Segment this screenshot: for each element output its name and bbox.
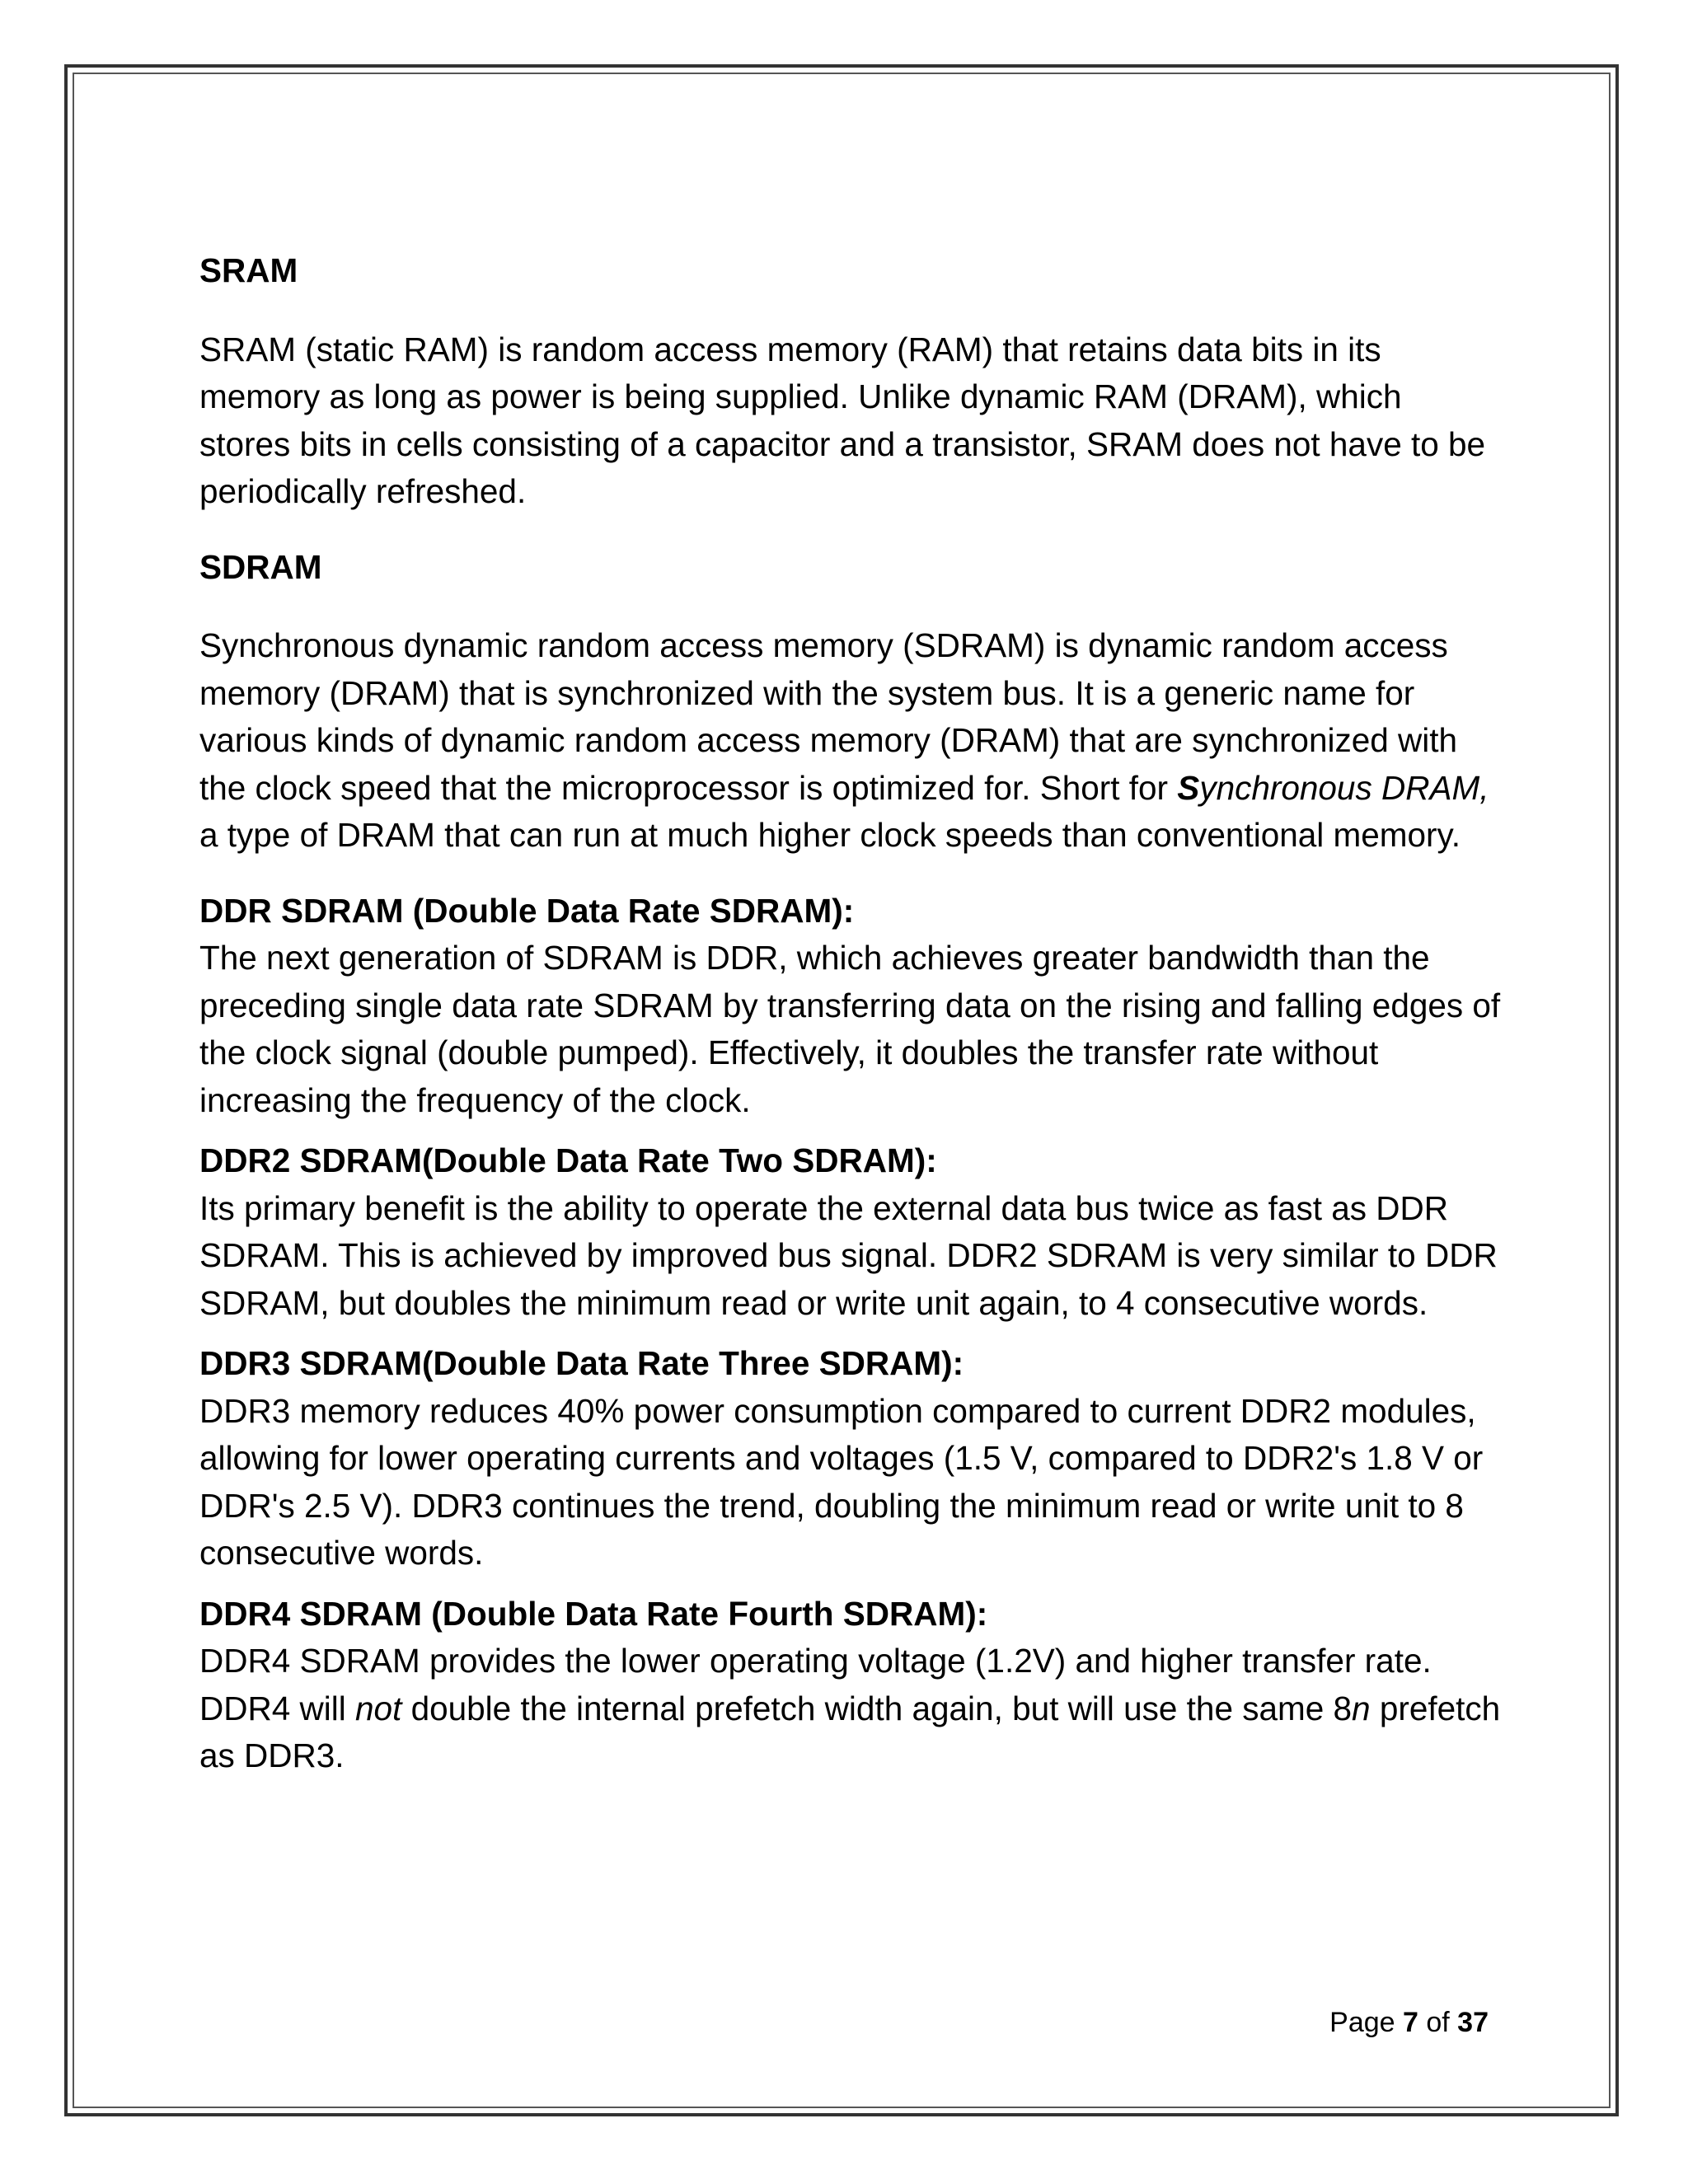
ddr-heading: DDR SDRAM (Double Data Rate SDRAM): xyxy=(199,891,855,930)
ddr2-heading: DDR2 SDRAM(Double Data Rate Two SDRAM): xyxy=(199,1141,937,1179)
ddr4-text-1: DDR4 SDRAM provides the lower operating voltage (1.2V) and higher transfer rate. DDR4 will xyxy=(199,1642,1432,1727)
sdram-paragraph xyxy=(199,622,1502,860)
sram-paragraph: SRAM (static RAM) is random access memory (RAM) that retains data bits in its memory as long as power is being supplied. Unlike dynamic RAM (DRAM), which stores bits in cells consisting of a capacitor and a transistor, SRAM does not have to be periodically refreshed. xyxy=(199,330,1486,510)
page-total: 37 xyxy=(1457,2007,1489,2038)
ddr-paragraph: The next generation of SDRAM is DDR, which achieves greater bandwidth than the preceding single data rate SDRAM by transferring data on the rising and falling edges of the clock signal (double pumped). Effectively, it doubles the transfer rate without increasing the frequency of the clock. xyxy=(199,939,1501,1119)
ddr4-emphasis-n: n xyxy=(1352,1689,1371,1727)
ddr3-heading: DDR3 SDRAM(Double Data Rate Three SDRAM): xyxy=(199,1344,964,1382)
ddr2-paragraph: Its primary benefit is the ability to operate the external data bus twice as fast as DDR SDRAM. This is achieved by improved bus signal. DDR2 SDRAM is very similar to DDR SDRAM, but doubles the minimum read or write unit again, to 4 consecutive words. xyxy=(199,1188,1498,1322)
sdram-heading: SDRAM xyxy=(199,547,322,586)
ddr4-heading: DDR4 SDRAM (Double Data Rate Fourth SDRAM): xyxy=(199,1594,988,1633)
page-of: of xyxy=(1418,2007,1458,2038)
sdram-text-1: Synchronous dynamic random access memory (SDRAM) is dynamic random access memory (DRAM) that is synchronized with the system bus. It is a generic name for various kinds of dynamic random access memory (DRAM) that are synchronized with the clock speed that the microprocessor is optimized for. Short for xyxy=(199,626,1458,807)
ddr3-paragraph: DDR3 memory reduces 40% power consumption compared to current DDR2 modules, allowing for lower operating currents and voltages (1.5 V, compared to DDR2's 1.8 V or DDR's 2.5 V). DDR3 continues the trend, doubling the minimum read or write unit to 8 consecutive words. xyxy=(199,1391,1484,1572)
sdram-text-2: a type of DRAM that can run at much higher clock speeds than conventional memory. xyxy=(199,816,1461,854)
sdram-emphasis-rest: ynchronous DRAM, xyxy=(1199,768,1489,807)
ddr4-text-2: double the internal prefetch width again, but will use the same 8 xyxy=(401,1689,1353,1727)
page-current: 7 xyxy=(1403,2007,1418,2038)
document-body xyxy=(199,247,1502,1780)
page-number xyxy=(1329,2004,1489,2041)
ddr4-emphasis-not: not xyxy=(355,1689,402,1727)
sram-heading: SRAM xyxy=(199,251,298,289)
page-prefix: Page xyxy=(1329,2007,1403,2038)
ddr4-text-3: prefetch as DDR3. xyxy=(199,1689,1501,1774)
ddr4-paragraph xyxy=(199,1638,1502,1780)
sdram-emphasis xyxy=(1177,769,1489,807)
sdram-emphasis-initial: S xyxy=(1177,768,1200,807)
